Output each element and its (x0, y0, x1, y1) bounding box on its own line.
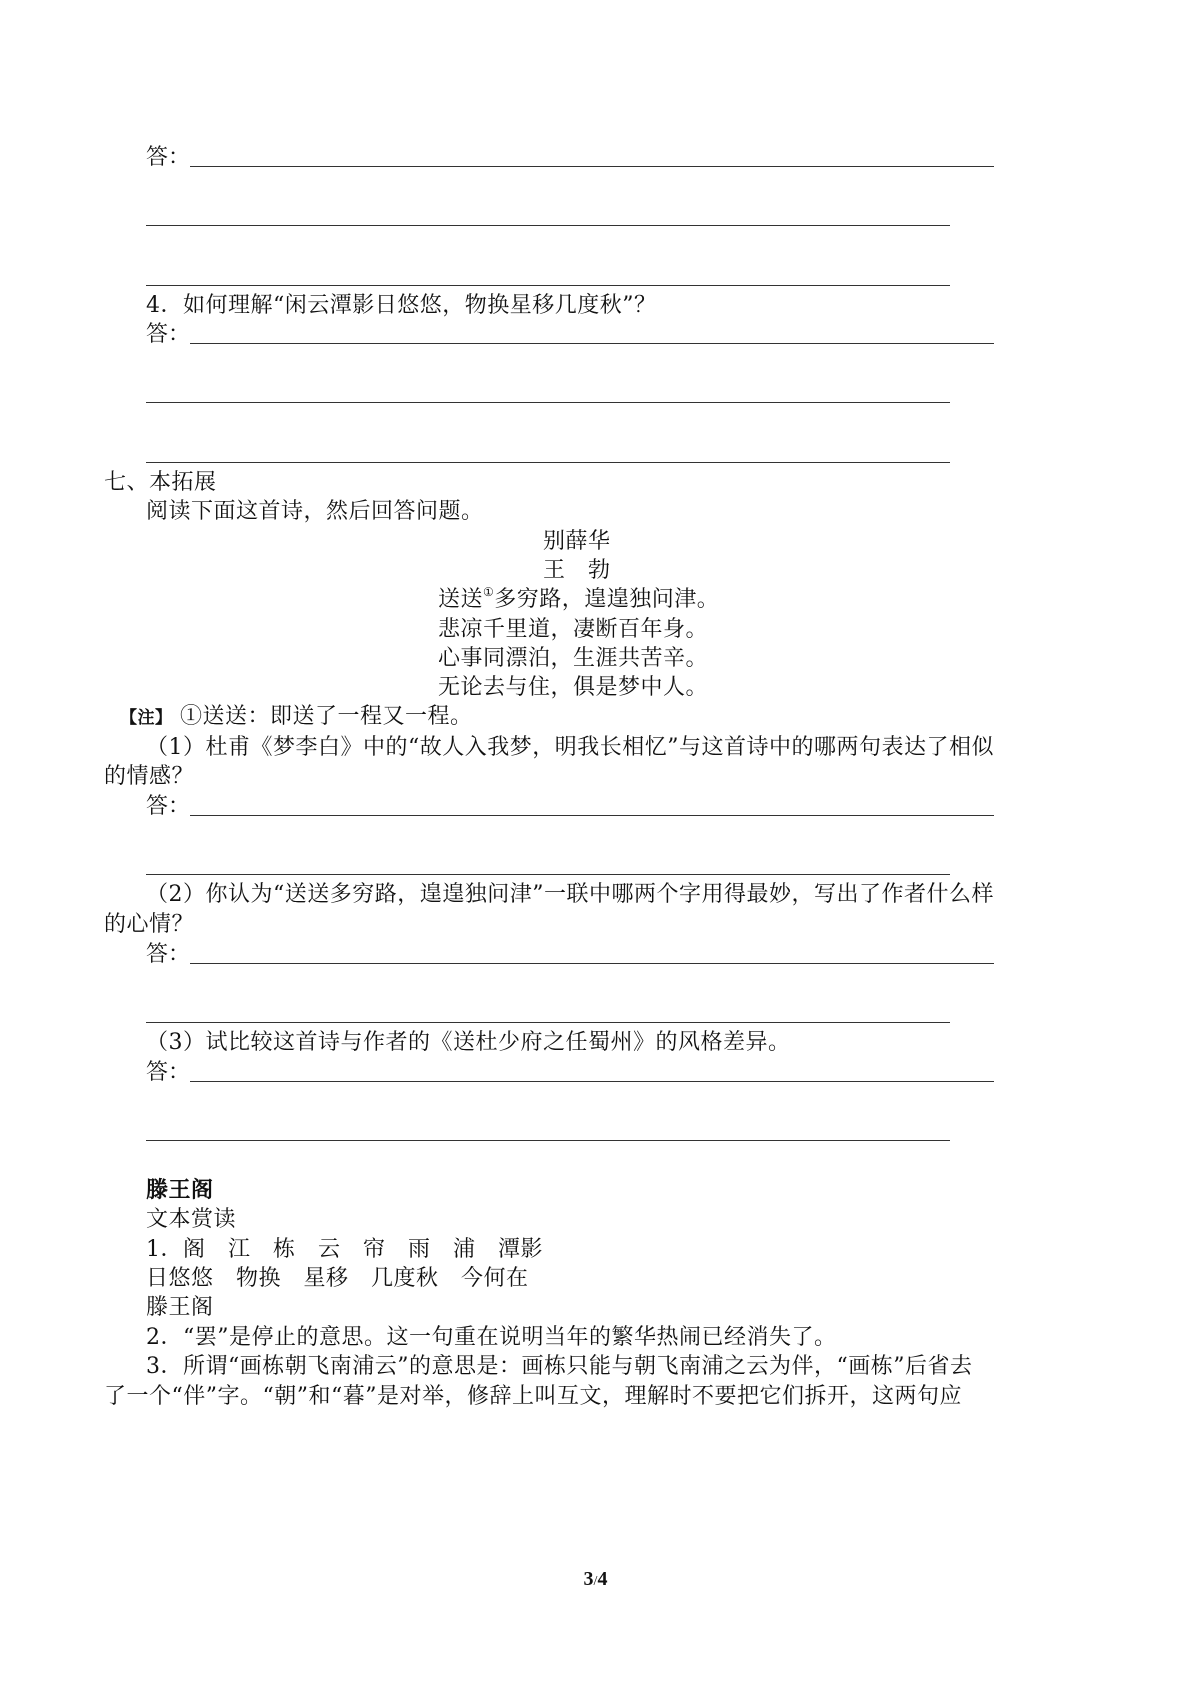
answer-line[interactable] (190, 815, 994, 816)
q4-answer-label: 答： (146, 322, 191, 347)
answer-key-subtitle: 文本赏读 (146, 1207, 237, 1232)
poem-line-1-start: 送送 (438, 587, 484, 612)
footnote-marker: ① (483, 585, 495, 599)
answer-line[interactable] (146, 874, 950, 875)
answer-line[interactable] (146, 225, 950, 226)
note-text: ①送送：即送了一程又一程。 (180, 704, 473, 729)
sub-question-2: （2）你认为“送送多穷路，遑遑独问津”一联中哪两个字用得最妙，写出了作者什么样 (146, 882, 994, 907)
sub2-answer-label: 答： (146, 942, 191, 967)
poem-line-1 (438, 585, 719, 615)
answer-line[interactable] (146, 285, 950, 286)
answer-key-title: 滕王阁 (146, 1177, 214, 1203)
answer-3-line-1: 3．所谓“画栋朝飞南浦云”的意思是：画栋只能与朝飞南浦之云为伴，“画栋”后省去 (146, 1354, 973, 1379)
page-separator: / (593, 1574, 598, 1589)
answer-2: 2．“罢”是停止的意思。这一句重在说明当年的繁华热闹已经消失了。 (146, 1325, 837, 1350)
poem-line-2: 悲凉千里道，凄断百年身。 (438, 617, 709, 642)
poem-author: 王 勃 (543, 558, 611, 583)
answer-1-line-2: 日悠悠 物换 星移 几度秋 今何在 (146, 1266, 529, 1291)
sub3-answer-label: 答： (146, 1060, 191, 1085)
answer-1-line-1: 1．阁 江 栋 云 帘 雨 浦 潭影 (146, 1237, 543, 1262)
sub-question-2-cont: 的心情？ (104, 912, 195, 937)
sub1-answer-label: 答： (146, 794, 191, 819)
answer-1-line-3: 滕王阁 (146, 1295, 214, 1320)
answer-3-line-2: 了一个“伴”字。“朝”和“暮”是对举，修辞上叫互文，理解时不要把它们拆开，这两句应 (104, 1384, 962, 1409)
poem-line-3: 心事同漂泊，生涯共苦辛。 (438, 646, 709, 671)
page-number (0, 1568, 1191, 1591)
answer-line[interactable] (146, 1140, 950, 1141)
answer-line[interactable] (146, 1022, 950, 1023)
page-current: 3 (583, 1568, 594, 1590)
poem-note (120, 702, 473, 733)
poem-line-4: 无论去与住，俱是梦中人。 (438, 675, 709, 700)
q3-answer-label: 答： (146, 145, 191, 170)
poem-title: 别薛华 (543, 529, 611, 554)
answer-line[interactable] (146, 462, 950, 463)
question-4: 4．如何理解“闲云潭影日悠悠，物换星移几度秋”？ (146, 293, 657, 318)
note-label: 【注】 (120, 708, 173, 728)
sub-question-1-cont: 的情感？ (104, 764, 195, 789)
sub-question-3: （3）试比较这首诗与作者的《送杜少府之任蜀州》的风格差异。 (146, 1030, 791, 1055)
answer-line[interactable] (190, 343, 994, 344)
sub-question-1: （1）杜甫《梦李白》中的“故人入我梦，明我长相忆”与这首诗中的哪两句表达了相似 (146, 735, 994, 760)
answer-line[interactable] (190, 1081, 994, 1082)
instruction: 阅读下面这首诗，然后回答问题。 (146, 499, 484, 524)
page-total: 4 (597, 1568, 608, 1590)
answer-line[interactable] (190, 166, 994, 167)
answer-line[interactable] (146, 402, 950, 403)
section-heading: 七、本拓展 (104, 470, 217, 495)
answer-line[interactable] (190, 963, 994, 964)
poem-line-1-end: 多穷路，遑遑独问津。 (494, 587, 720, 612)
